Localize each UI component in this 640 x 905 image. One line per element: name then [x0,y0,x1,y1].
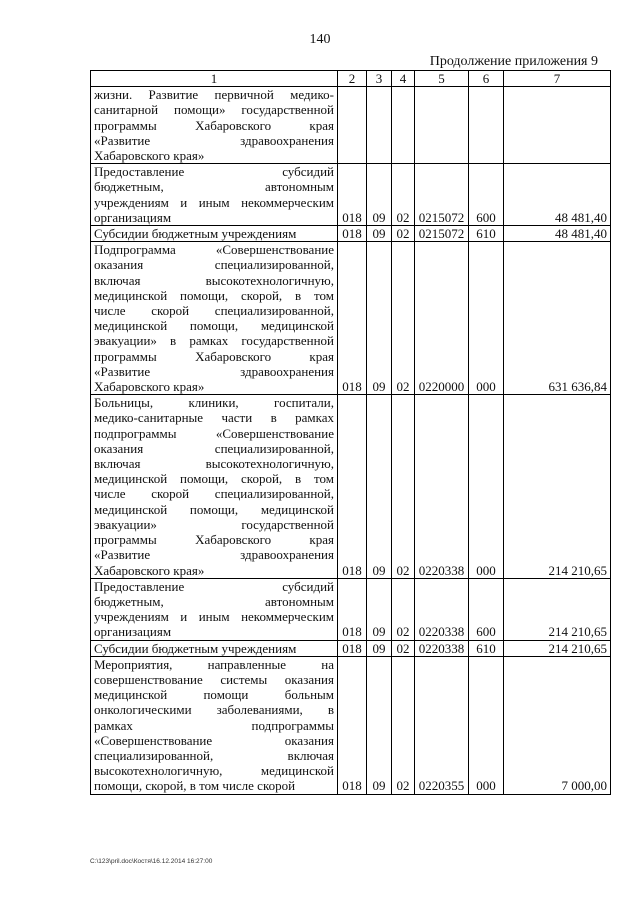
code-cell-c4: 02 [392,242,415,395]
code-cell-c2: 018 [338,164,367,226]
table-row [91,87,611,164]
description-line: Хабаровского края» [94,148,205,164]
code-cell-c3: 09 [367,656,392,794]
row-description [91,242,338,395]
description-line: «Развитие здравоохранения [94,363,334,379]
column-header-1: 1 [91,71,338,87]
description-line: медицинской помощи, медицинской [94,318,334,334]
description-line: помощи, скорой, в том числе скорой [94,778,296,794]
row-description [91,87,338,164]
code-cell-c5: 0220338 [415,395,469,578]
code-cell-c4: 02 [392,656,415,794]
description-line: Хабаровского края» [94,562,205,578]
code-cell-c3: 09 [367,242,392,395]
description-line: бюджетным, автономным [94,593,334,609]
code-cell-c3: 09 [367,164,392,226]
description-line: организациям [94,624,172,640]
page-number: 140 [309,32,331,47]
description-line: «Развитие здравоохранения [94,132,334,148]
description-line: Мероприятия, направленные на [94,656,334,672]
code-cell-c6: 000 [469,395,504,578]
amount-cell: 631 636,84 [504,242,611,395]
code-cell-c5: 0215072 [415,226,469,242]
table-row [91,640,611,656]
code-cell-c6: 600 [469,578,504,640]
description-line: эвакуации» в рамках государственной [94,333,334,349]
code-cell-c4: 02 [392,164,415,226]
description-line: медико-санитарные части в рамках [94,410,334,426]
row-description [91,656,338,794]
description-line: медицинской помощи больным [94,687,334,703]
description-line: Больницы, клиники, госпитали, [94,395,334,411]
code-cell-c5: 0215072 [415,164,469,226]
code-cell-c2 [338,87,367,164]
code-cell-c4 [392,87,415,164]
code-cell-c5 [415,87,469,164]
description-line: программы Хабаровского края [94,348,334,364]
table-row [91,242,611,395]
description-line: Подпрограмма «Совершенствование [94,242,334,258]
description-line: медицинской помощи, медицинской [94,501,334,517]
row-description [91,226,338,242]
code-cell-c3: 09 [367,395,392,578]
description-line: эвакуации» государственной [94,516,334,532]
description-line: «Развитие здравоохранения [94,547,334,563]
description-line: программы Хабаровского края [94,117,334,133]
row-description [91,395,338,578]
description-line: учреждениям и иным некоммерческим [94,194,334,210]
table-body [91,87,611,794]
amount-cell: 214 210,65 [504,640,611,656]
file-path-footer: C:\123\pril.doc\Костя\16.12.2014 16:27:00 [90,858,213,865]
table-row [91,395,611,578]
description-line: Субсидии бюджетным учреждениям [94,640,297,656]
description-line: санитарной помощи» государственной [94,102,334,118]
code-cell-c2: 018 [338,656,367,794]
amount-cell: 48 481,40 [504,226,611,242]
table-row [91,578,611,640]
code-cell-c2: 018 [338,578,367,640]
description-line: организациям [94,209,172,225]
column-header-4: 4 [392,71,415,87]
description-line: бюджетным, автономным [94,179,334,195]
header-row [91,71,611,87]
code-cell-c6: 610 [469,226,504,242]
description-line: онкологическими заболеваниями, в [94,702,334,718]
code-cell-c2: 018 [338,242,367,395]
code-cell-c6: 610 [469,640,504,656]
description-line: совершенствование системы оказания [94,671,334,687]
description-line: медицинской помощи, скорой, в том [94,287,334,303]
code-cell-c6: 000 [469,656,504,794]
description-line: числе скорой специализированной, [94,486,334,502]
code-cell-c3: 09 [367,578,392,640]
column-header-5: 5 [415,71,469,87]
code-cell-c3: 09 [367,226,392,242]
description-line: включая высокотехнологичную, [94,456,334,472]
column-header-2: 2 [338,71,367,87]
continuation-label: Продолжение приложения 9 [429,54,598,69]
code-cell-c2: 018 [338,226,367,242]
description-line: подпрограммы «Совершенствование [94,425,334,441]
amount-cell [504,87,611,164]
row-description [91,578,338,640]
description-line: высокотехнологичную, медицинской [94,763,334,779]
amount-cell: 7 000,00 [504,656,611,794]
table-row [91,656,611,794]
code-cell-c5: 0220355 [415,656,469,794]
code-cell-c5: 0220338 [415,578,469,640]
description-line: Предоставление субсидий [94,164,334,180]
code-cell-c5: 0220338 [415,640,469,656]
code-cell-c6: 600 [469,164,504,226]
code-cell-c4: 02 [392,578,415,640]
description-line: оказания специализированной, [94,440,334,456]
description-line: специализированной, включая [94,747,334,763]
column-header-6: 6 [469,71,504,87]
description-line: жизни. Развитие первичной медико- [94,87,334,103]
code-cell-c3: 09 [367,640,392,656]
description-line: Хабаровского края» [94,379,205,395]
column-header-7: 7 [504,71,611,87]
description-line: «Совершенствование оказания [94,732,334,748]
description-line: Субсидии бюджетным учреждениям [94,226,297,242]
description-line: медицинской помощи, скорой, в том [94,471,334,487]
description-line: числе скорой специализированной, [94,303,334,319]
code-cell-c4: 02 [392,226,415,242]
description-line: Предоставление субсидий [94,578,334,594]
description-line: включая высокотехнологичную, [94,272,334,288]
row-description [91,640,338,656]
row-description [91,164,338,226]
code-cell-c6: 000 [469,242,504,395]
amount-cell: 214 210,65 [504,578,611,640]
code-cell-c2: 018 [338,395,367,578]
amount-cell: 214 210,65 [504,395,611,578]
description-line: учреждениям и иным некоммерческим [94,609,334,625]
table-row [91,164,611,226]
description-line: программы Хабаровского края [94,532,334,548]
code-cell-c2: 018 [338,640,367,656]
table-row [91,226,611,242]
code-cell-c6 [469,87,504,164]
code-cell-c3 [367,87,392,164]
column-header-3: 3 [367,71,392,87]
code-cell-c4: 02 [392,640,415,656]
code-cell-c4: 02 [392,395,415,578]
description-line: оказания специализированной, [94,257,334,273]
code-cell-c5: 0220000 [415,242,469,395]
description-line: рамках подпрограммы [94,717,334,733]
amount-cell: 48 481,40 [504,164,611,226]
budget-table [90,70,611,795]
